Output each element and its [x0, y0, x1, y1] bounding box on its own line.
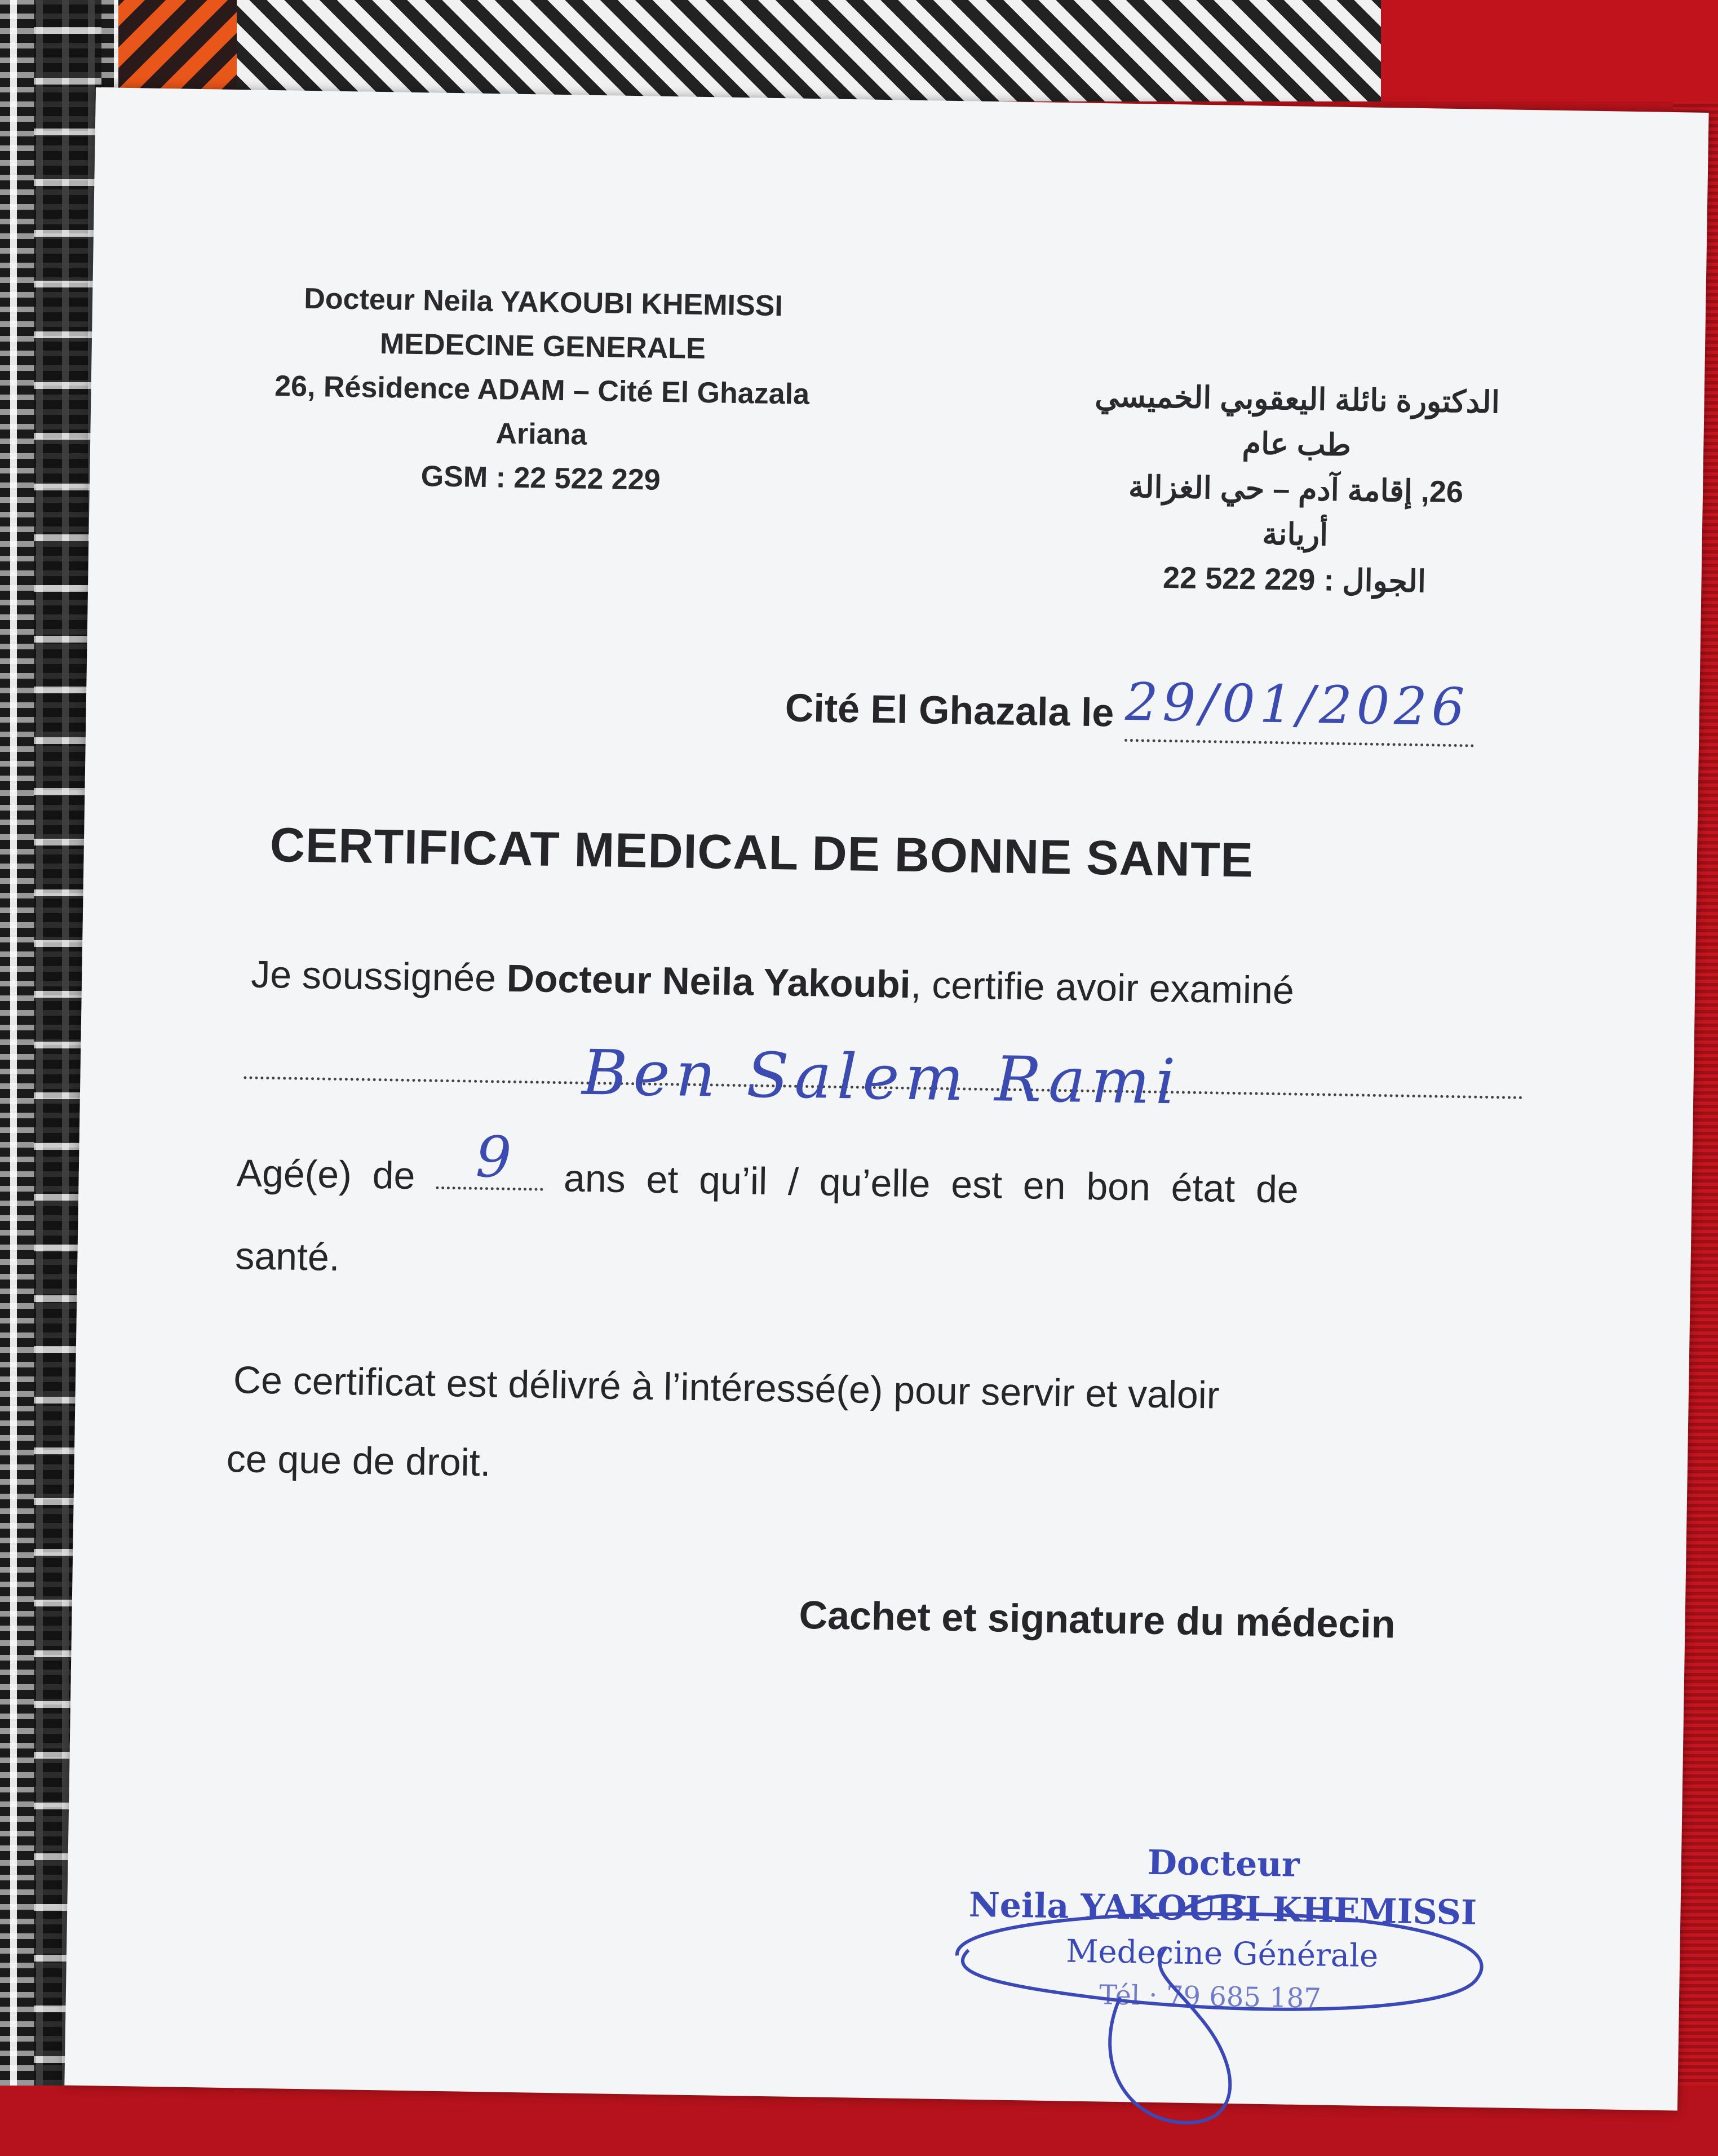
letterhead-french: [231, 276, 854, 505]
closing-line-2: ce que de droit.: [226, 1437, 492, 1485]
doctor-stamp: [904, 1825, 1529, 2150]
stamp-signature-graphic: [904, 1825, 1529, 2150]
specialty-header-ar: طب عام: [1242, 427, 1352, 463]
address-header-ar: 26, إقامة آدم – حي الغزالة: [1128, 470, 1464, 510]
health-line: santé.: [234, 1234, 340, 1280]
stamp-line-4: Tél : 79 685 187: [1099, 1979, 1322, 2015]
age-rest-text: ans et qu’il / qu’elle est en bon état de: [563, 1157, 1299, 1211]
stamp-line-1: Docteur: [1147, 1843, 1300, 1885]
age-field: [436, 1123, 543, 1191]
signature-label: Cachet et signature du médecin: [798, 1592, 1396, 1646]
stamp-line-3: Medecine Générale: [1065, 1933, 1379, 1975]
doctor-name-body: Docteur Neila Yakoubi: [506, 957, 911, 1006]
patient-name-field: [243, 1037, 1524, 1136]
stamp-line-2: Neila YAKOUBI KHEMISSI: [968, 1885, 1477, 1933]
intro-text: Je soussignée: [250, 953, 507, 1000]
age-line: [236, 1123, 1299, 1212]
certificate-title: CERTIFICAT MEDICAL DE BONNE SANTE: [269, 818, 1254, 888]
letterhead-arabic: [1040, 373, 1551, 606]
age-handwritten: 9: [475, 1123, 512, 1190]
specialty-header: MEDECINE GENERALE: [379, 327, 706, 366]
age-label: Agé(e) de: [236, 1152, 415, 1198]
place-label: Cité El Ghazala le: [785, 685, 1114, 735]
certificate-paper: [64, 87, 1708, 2111]
textile-red-patch: [1381, 0, 1718, 101]
city-header-ar: أريانة: [1262, 517, 1329, 552]
patient-name-handwritten: Ben Salem Rami: [581, 1036, 1182, 1118]
intro-end-text: , certifie avoir examiné: [910, 963, 1295, 1012]
phone-header: GSM : 22 522 229: [420, 460, 661, 497]
place-date-line: [785, 673, 1631, 750]
date-field: [1124, 671, 1475, 747]
phone-header-ar: الجوال : 229 522 22: [1162, 560, 1427, 599]
intro-line: [251, 953, 1295, 1013]
doctor-name-header: Docteur Neila YAKOUBI KHEMISSI: [303, 282, 783, 323]
doctor-name-header-ar: الدكتورة نائلة اليعقوبي الخميسي: [1094, 379, 1500, 420]
closing-line-1: Ce certificat est délivré à l’intéressé(e) pour servir et valoir: [233, 1358, 1220, 1417]
address-header: 26, Résidence ADAM – Cité El Ghazala: [274, 370, 810, 411]
date-handwritten: 29/01/2026: [1124, 671, 1470, 738]
city-header: Ariana: [495, 417, 587, 451]
